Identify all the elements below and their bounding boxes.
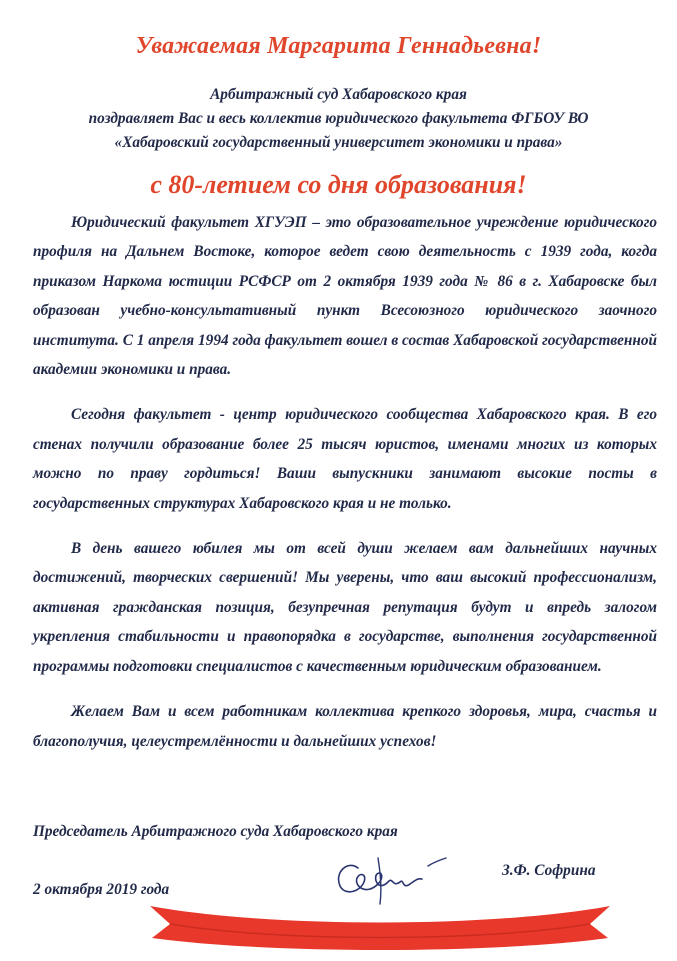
signature-name: З.Ф. Софрина: [502, 862, 596, 879]
letter-date: 2 октября 2019 года: [33, 881, 170, 898]
anniversary-heading: с 80-летием со дня образования!: [150, 170, 527, 199]
body-paragraph: Сегодня факультет - центр юридического сообщества Хабаровского края. В его стенах получили образование более 25 тысяч юристов, именами многих из которых можно по праву гордиться! Ваши выпускники занимают высокие посты в государственных структурах Хабаровского края и не только.: [33, 406, 657, 512]
body-paragraph: Юридический факультет ХГУЭП – это образовательное учреждение юридического профиля на Дальнем Востоке, которое ведет свою деятельность с 1939 года, когда приказом Наркома юстиции РСФСР от 2 октября 1939 года № 86 в г. Хабаровске был образован учебно-консультативный пункт Всесоюзного юридического заочного института. С 1 апреля 1994 года факультет вошел в состав Хабаровской государственной академии экономики и права.: [33, 214, 657, 379]
body-paragraph: Желаем Вам и всем работникам коллектива крепкого здоровья, мира, счастья и благополучия, целеустремлённости и дальнейших успехов!: [33, 703, 657, 750]
intro-block: [40, 83, 637, 155]
greeting-heading: Уважаемая Маргарита Геннадьевна!: [135, 33, 542, 59]
intro-line: поздравляет Вас и весь коллектив юридического факультета ФГБОУ ВО: [88, 110, 589, 127]
signature-title: Председатель Арбитражного суда Хабаровского края: [33, 823, 398, 840]
ribbon-decoration: [150, 898, 610, 958]
body-paragraph: В день вашего юбилея мы от всей души желаем вам дальнейших научных достижений, творческих свершений! Мы уверены, что ваш высокий профессионализм, активная гражданская позиция, безупречная репутация будут и впредь залогом укрепления стабильности и правопорядка в государстве, выполнения государственной программы подготовки специалистов с качественным юридическим образованием.: [33, 540, 657, 675]
letter-body: [33, 208, 657, 772]
intro-line: «Хабаровский государственный университет экономики и права»: [114, 134, 563, 151]
intro-line: Арбитражный суд Хабаровского края: [210, 86, 467, 103]
